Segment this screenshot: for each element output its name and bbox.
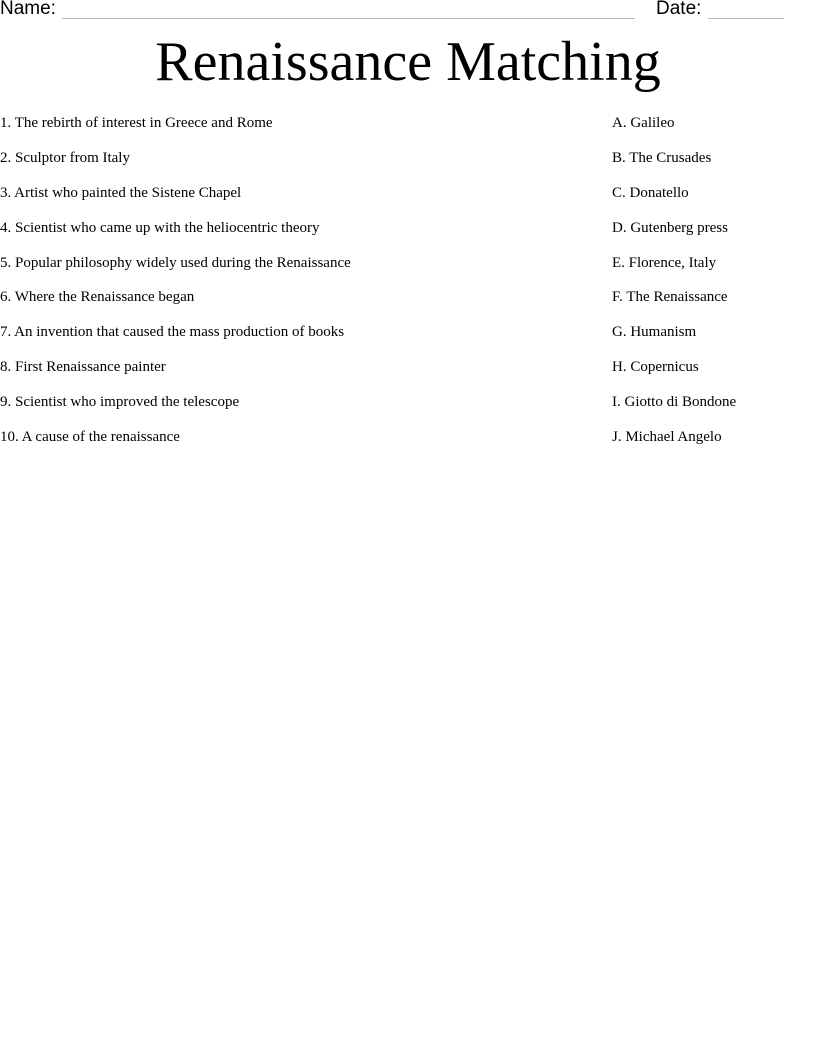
question-item: 8. First Renaissance painter bbox=[0, 359, 166, 376]
name-blank-line bbox=[62, 18, 635, 19]
page-title: Renaissance Matching bbox=[155, 31, 661, 93]
question-list bbox=[0, 113, 590, 462]
answer-list bbox=[612, 113, 812, 462]
answer-item: G. Humanism bbox=[612, 324, 697, 341]
answer-item: H. Copernicus bbox=[612, 359, 699, 376]
question-item: 7. An invention that caused the mass production of books bbox=[0, 324, 345, 341]
answer-item: E. Florence, Italy bbox=[612, 254, 717, 271]
name-label: Name: bbox=[0, 0, 56, 19]
question-item: 2. Sculptor from Italy bbox=[0, 149, 130, 166]
date-blank-line bbox=[708, 18, 784, 19]
answer-item: C. Donatello bbox=[612, 184, 689, 201]
worksheet-header bbox=[0, 0, 816, 24]
question-item: 9. Scientist who improved the telescope bbox=[0, 394, 240, 411]
date-label: Date: bbox=[656, 0, 702, 19]
question-item: 5. Popular philosophy widely used during the Renaissance bbox=[0, 254, 351, 271]
answer-item: J. Michael Angelo bbox=[612, 429, 722, 446]
answer-item: B. The Crusades bbox=[612, 149, 712, 166]
question-item: 10. A cause of the renaissance bbox=[0, 429, 180, 446]
question-item: 1. The rebirth of interest in Greece and Rome bbox=[0, 115, 273, 131]
question-item: 6. Where the Renaissance began bbox=[0, 289, 195, 306]
answer-item: A. Galileo bbox=[612, 115, 675, 131]
answer-item: D. Gutenberg press bbox=[612, 219, 728, 236]
question-item: 3. Artist who painted the Sistene Chapel bbox=[0, 184, 242, 201]
question-item: 4. Scientist who came up with the heliocentric theory bbox=[0, 219, 320, 236]
answer-item: F. The Renaissance bbox=[612, 289, 728, 306]
answer-item: I. Giotto di Bondone bbox=[612, 394, 737, 411]
